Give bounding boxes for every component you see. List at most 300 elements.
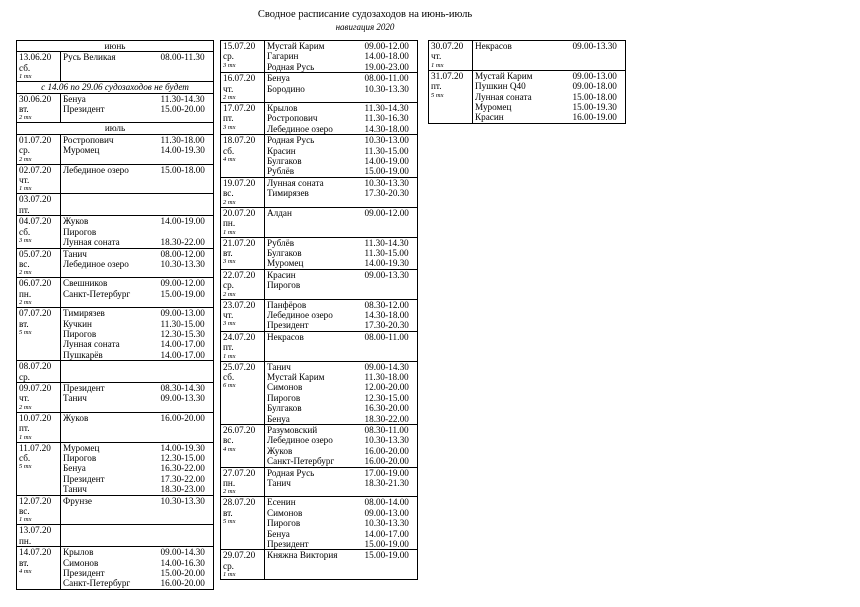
time-range: 14.00-19.00 (364, 156, 409, 167)
time-range: 12.30-15.00 (160, 453, 205, 463)
page-title: Сводное расписание судозаходов на июнь-июль (257, 9, 473, 20)
time-range: 18.30-21.30 (364, 478, 409, 489)
ship-name: Мустай Карим (267, 371, 325, 382)
ship-name: Мустай Карим (267, 41, 325, 51)
weekday-label: вт. (223, 247, 233, 258)
date-cell (17, 495, 61, 525)
time-range: 16.00-20.00 (160, 412, 205, 423)
times-cell (159, 525, 214, 547)
ship-name: Танич (267, 361, 291, 372)
date-label: 01.07.20 (19, 134, 52, 145)
notice-text: с 14.06 по 29.06 судозаходов не будет (17, 82, 214, 93)
times-cell (363, 237, 418, 269)
ship-name: Родная Русь (267, 467, 315, 478)
ships-cell (265, 269, 363, 299)
ship-count-note: 1 mx (223, 228, 236, 236)
time-range: 16.00-20.00 (364, 456, 409, 467)
date-cell (17, 52, 61, 82)
date-cell (17, 164, 61, 194)
ships-cell (265, 177, 363, 207)
ship-name: Гагарин (267, 51, 299, 62)
ships-cell (265, 237, 363, 269)
ship-name: Танич (63, 393, 87, 404)
ship-name: Некрасов (475, 41, 512, 51)
times-cell (363, 467, 418, 497)
weekday-label: чт. (431, 51, 442, 62)
time-range: 08.30-14.30 (160, 382, 205, 393)
time-range: 17.30-22.00 (160, 473, 205, 484)
date-label: 06.07.20 (19, 278, 52, 289)
time-range: 14.00-17.00 (160, 339, 205, 350)
times-cell (363, 73, 418, 103)
date-cell (221, 103, 265, 135)
time-range: 08.00-12.00 (160, 248, 205, 259)
ship-name: Княжна Виктория (267, 550, 338, 561)
date-label: 19.07.20 (223, 177, 256, 188)
date-cell (17, 361, 61, 383)
ships-cell (265, 299, 363, 331)
ship-name: Пирогов (63, 453, 97, 463)
time-range: 16.00-20.00 (364, 445, 409, 456)
ship-count-note: 2 mx (19, 269, 32, 277)
time-range: 09.00-14.30 (364, 361, 409, 372)
ship-name: Лебединое озеро (63, 258, 129, 269)
ship-name: Пушкин Q40 (475, 81, 526, 92)
ship-name: Санкт-Петербург (63, 288, 131, 299)
time-range: 15.00-20.00 (160, 104, 205, 115)
date-label: 04.07.20 (19, 216, 52, 227)
day-row (17, 194, 214, 216)
date-cell (221, 331, 265, 361)
ships-cell (61, 382, 159, 412)
ship-count-note: 3 mx (223, 61, 236, 69)
date-cell (221, 299, 265, 331)
ship-name: Президент (63, 473, 105, 484)
times-cell (363, 331, 418, 361)
day-row (221, 41, 418, 73)
ships-cell (265, 361, 363, 424)
ship-count-note: 4 mx (19, 568, 32, 576)
time-range: 17.00-19.00 (364, 467, 409, 478)
time-range: 15.00-18.00 (160, 164, 205, 175)
weekday-label: пт. (431, 81, 442, 92)
times-cell (363, 41, 418, 73)
schedule-table (16, 40, 214, 590)
ships-cell (61, 134, 159, 164)
times-cell (159, 495, 214, 525)
date-label: 09.07.20 (19, 382, 52, 393)
ship-name: Лебединое озеро (267, 309, 333, 320)
time-range: 09.00-13.30 (160, 393, 205, 404)
date-label: 27.07.20 (223, 467, 256, 478)
times-cell (363, 497, 418, 550)
ship-name: Красин (267, 269, 296, 280)
page-subtitle: навигация 2020 (335, 22, 395, 32)
ship-count-note: 2 mx (223, 290, 236, 298)
date-cell (17, 547, 61, 590)
day-row (17, 52, 214, 82)
ship-name: Рублёв (267, 237, 295, 248)
weekday-label: ср. (223, 51, 234, 62)
time-range: 11.30-14.30 (364, 103, 409, 114)
ship-name: Танич (267, 478, 291, 489)
times-cell (159, 216, 214, 248)
times-cell (159, 382, 214, 412)
times-cell (159, 134, 214, 164)
date-cell (429, 70, 473, 123)
times-cell (159, 361, 214, 383)
ship-name: Булгаков (267, 403, 302, 414)
weekday-label: вт. (19, 318, 29, 329)
date-cell (221, 73, 265, 103)
time-range: 11.30-14.30 (364, 237, 409, 248)
ship-name: Есенин (267, 497, 296, 508)
ships-cell (265, 425, 363, 468)
time-range: 09.00-13.00 (160, 308, 205, 319)
time-range: 09.00-18.00 (572, 81, 617, 92)
time-range: 17.30-20.30 (364, 320, 409, 331)
time-range: 18.30-22.00 (160, 237, 205, 248)
time-range: 14.30-18.00 (364, 123, 409, 134)
ship-name: Фрунзе (63, 495, 92, 506)
time-range: 14.00-18.00 (364, 51, 409, 62)
date-cell (221, 467, 265, 497)
day-row (17, 134, 214, 164)
month-label: июнь (17, 41, 214, 52)
time-range: 16.30-20.00 (364, 403, 409, 414)
ship-name: Симонов (267, 507, 303, 518)
weekday-label: пн. (19, 288, 32, 299)
ships-cell (61, 278, 159, 308)
ship-name: Жуков (267, 445, 293, 456)
day-row (221, 550, 418, 580)
ship-name: Муромец (63, 145, 100, 156)
times-cell (159, 412, 214, 442)
ship-name: Танич (63, 248, 87, 259)
ship-name: Панфёров (267, 299, 307, 310)
weekday-label: чт. (19, 175, 30, 186)
times-cell (159, 308, 214, 361)
month-header-row (17, 123, 214, 134)
date-label: 10.07.20 (19, 412, 52, 423)
weekday-label: вт. (223, 507, 233, 518)
date-cell (221, 550, 265, 580)
ship-name: Кучкин (63, 318, 92, 329)
date-label: 18.07.20 (223, 135, 256, 146)
times-cell (159, 52, 214, 82)
time-range: 15.00-19.00 (364, 550, 409, 561)
ship-name: Алдан (267, 207, 292, 218)
ship-count-note: 5 mx (19, 328, 32, 336)
time-range: 08.00-11.00 (364, 331, 409, 342)
date-label: 11.07.20 (19, 442, 51, 453)
ship-name: Лунная соната (63, 237, 120, 248)
time-range: 16.30-22.00 (160, 463, 205, 474)
ships-cell (473, 70, 571, 123)
ship-name: Лебединое озеро (63, 164, 129, 175)
ship-name: Санкт-Петербург (63, 578, 131, 589)
weekday-label: вс. (223, 188, 234, 199)
times-cell (159, 194, 214, 216)
ship-name: Мустай Карим (475, 70, 533, 81)
date-cell (17, 248, 61, 278)
day-row (17, 547, 214, 590)
ships-cell (61, 216, 159, 248)
ships-cell (61, 164, 159, 194)
ship-name: Некрасов (267, 331, 304, 342)
times-cell (363, 269, 418, 299)
weekday-label: ср. (223, 560, 234, 571)
ship-name: Симонов (267, 382, 303, 393)
date-cell (221, 237, 265, 269)
weekday-label: чт. (223, 309, 234, 320)
time-range: 17.30-20.30 (364, 188, 409, 199)
day-row (221, 237, 418, 269)
time-range: 11.30-18.00 (364, 371, 409, 382)
ship-count-note: 1 mx (19, 73, 32, 81)
time-range: 09.00-13.00 (364, 507, 409, 518)
time-range: 14.00-16.30 (160, 557, 205, 568)
schedule-column-3 (428, 40, 626, 124)
day-row (221, 299, 418, 331)
time-range: 14.00-17.00 (364, 528, 409, 539)
date-label: 08.07.20 (19, 361, 52, 372)
ship-name: Пушкарёв (63, 349, 103, 360)
date-label: 30.07.20 (431, 41, 464, 51)
day-row (221, 207, 418, 237)
date-label: 29.07.20 (223, 550, 256, 561)
date-label: 25.07.20 (223, 361, 256, 372)
time-range: 14.00-19.30 (364, 258, 409, 269)
date-cell (221, 269, 265, 299)
day-row (221, 467, 418, 497)
ship-name: Булгаков (267, 247, 302, 258)
ship-count-note: 2 mx (223, 198, 236, 206)
day-row (221, 269, 418, 299)
date-label: 03.07.20 (19, 194, 52, 205)
weekday-label: вс. (223, 435, 234, 446)
time-range: 11.30-15.00 (364, 145, 409, 156)
ships-cell (61, 547, 159, 590)
ship-name: Лебединое озеро (267, 435, 333, 446)
time-range: 10.30-13.30 (364, 177, 409, 188)
time-range: 10.30-13.30 (364, 435, 409, 446)
date-label: 24.07.20 (223, 331, 256, 342)
date-label: 12.07.20 (19, 495, 52, 506)
weekday-label: вс. (19, 506, 30, 517)
ships-cell (265, 467, 363, 497)
time-range: 10.30-13.30 (160, 258, 205, 269)
schedule-column-2 (220, 40, 418, 580)
ship-name: Лунная соната (267, 177, 324, 188)
ships-cell (265, 497, 363, 550)
ship-count-note: 2 mx (223, 94, 236, 102)
time-range: 12.00-20.00 (364, 382, 409, 393)
date-label: 21.07.20 (223, 237, 256, 248)
ship-name: Танич (63, 484, 87, 495)
weekday-label: пн. (223, 478, 236, 489)
time-range: 15.00-20.00 (160, 568, 205, 579)
day-row (17, 308, 214, 361)
time-range: 11.30-15.00 (160, 318, 205, 329)
day-row (221, 135, 418, 178)
time-range: 09.00-13.30 (572, 41, 617, 51)
ship-name: Пирогов (63, 226, 97, 237)
ship-name: Бенуа (267, 528, 290, 539)
date-label: 15.07.20 (223, 41, 256, 51)
time-range: 15.00-19.00 (364, 539, 409, 550)
weekday-label: сб. (19, 226, 31, 237)
ship-count-note: 4 mx (223, 445, 236, 453)
day-row (17, 382, 214, 412)
ship-count-note: 1 mx (19, 185, 32, 193)
date-label: 20.07.20 (223, 207, 256, 218)
day-row (221, 177, 418, 207)
time-range: 14.00-19.00 (160, 216, 205, 227)
weekday-label: сб. (19, 453, 31, 463)
ships-cell (265, 550, 363, 580)
weekday-label: ср. (19, 145, 30, 156)
ship-name: Булгаков (267, 156, 302, 167)
times-cell (159, 248, 214, 278)
ship-name: Русь Великая (63, 52, 116, 63)
ships-cell (61, 412, 159, 442)
ship-count-note: 6 mx (223, 382, 236, 390)
day-row (221, 361, 418, 424)
ship-name: Родная Русь (267, 61, 315, 72)
day-row (429, 70, 626, 123)
time-range: 19.00-23.00 (364, 61, 409, 72)
ship-name: Бородино (267, 83, 305, 94)
day-row (17, 164, 214, 194)
weekday-label: вт. (19, 104, 29, 115)
ship-name: Крылов (63, 547, 94, 558)
times-cell (363, 361, 418, 424)
times-cell (159, 93, 214, 123)
ship-name: Крылов (267, 103, 298, 114)
ship-count-note: 3 mx (223, 258, 236, 266)
ship-count-note: 2 mx (223, 488, 236, 496)
date-label: 30.06.20 (19, 93, 52, 104)
time-range (161, 227, 212, 237)
times-cell (363, 550, 418, 580)
time-range: 11.30-14.30 (160, 93, 205, 104)
ship-name: Бенуа (63, 463, 86, 474)
time-range: 09.00-13.30 (364, 269, 409, 280)
ship-name: Красин (475, 112, 504, 123)
times-cell (363, 299, 418, 331)
ship-count-note: 5 mx (223, 518, 236, 526)
date-cell (221, 497, 265, 550)
ships-cell (61, 442, 159, 495)
time-range: 09.00-14.30 (160, 547, 205, 558)
day-row (429, 41, 626, 71)
ships-cell (473, 41, 571, 71)
weekday-label: вт. (19, 557, 29, 568)
day-row (17, 93, 214, 123)
ship-name: Лунная соната (475, 91, 532, 102)
time-range: 15.00-19.00 (160, 288, 205, 299)
times-cell (571, 70, 626, 123)
ship-name: Лунная соната (63, 339, 120, 350)
ship-name: Пирогов (63, 328, 97, 339)
day-row (17, 278, 214, 308)
weekday-label: сб. (223, 371, 235, 382)
times-cell (159, 164, 214, 194)
ship-name: Пирогов (267, 280, 301, 291)
ship-name: Жуков (63, 412, 89, 423)
times-cell (571, 41, 626, 71)
times-cell (363, 103, 418, 135)
ship-count-note: 3 mx (19, 237, 32, 245)
time-range: 16.00-20.00 (160, 578, 205, 589)
ship-count-note: 2 mx (19, 114, 32, 122)
time-range: 14.00-19.30 (160, 145, 205, 156)
times-cell (363, 207, 418, 237)
time-range: 14.00-19.30 (160, 442, 205, 453)
time-range: 10.30-13.30 (160, 495, 205, 506)
time-range: 12.30-15.30 (160, 328, 205, 339)
ship-count-note: 3 mx (223, 123, 236, 131)
ship-name: Родная Русь (267, 135, 315, 146)
ship-count-note: 1 mx (223, 352, 236, 360)
time-range: 18.30-22.00 (364, 413, 409, 424)
day-row (221, 73, 418, 103)
date-label: 17.07.20 (223, 103, 256, 114)
time-range: 15.00-19.00 (364, 166, 409, 177)
schedule-table (220, 40, 418, 580)
date-cell (221, 135, 265, 178)
ship-count-note: 2 mx (19, 403, 32, 411)
ship-count-note: 1 mx (223, 571, 236, 579)
time-range: 12.30-15.00 (364, 392, 409, 403)
ship-count-note: 1 mx (431, 61, 444, 69)
date-cell (17, 382, 61, 412)
weekday-label: пн. (223, 218, 236, 229)
time-range: 10.30-13.00 (364, 135, 409, 146)
time-range: 11.30-18.00 (160, 134, 205, 145)
weekday-label: сб. (223, 145, 235, 156)
date-label: 05.07.20 (19, 248, 52, 259)
ships-cell (265, 207, 363, 237)
ship-name: Президент (63, 382, 105, 393)
time-range: 15.00-19.30 (572, 102, 617, 113)
ships-cell (61, 361, 159, 383)
ship-count-note: 2 mx (19, 155, 32, 163)
date-cell (221, 207, 265, 237)
time-range: 10.30-13.30 (364, 518, 409, 529)
ship-name: Президент (63, 104, 105, 115)
times-cell (363, 425, 418, 468)
ship-count-note: 2 mx (19, 299, 32, 307)
ship-name: Санкт-Петербург (267, 456, 335, 467)
month-label: июль (17, 123, 214, 134)
time-range: 15.00-18.00 (572, 91, 617, 102)
ships-cell (61, 194, 159, 216)
time-range: 16.00-19.00 (572, 112, 617, 123)
day-row (17, 495, 214, 525)
ship-name: Муромец (267, 258, 304, 269)
ship-count-note: 1 mx (19, 433, 32, 441)
time-range: 09.00-13.00 (572, 70, 617, 81)
times-cell (363, 135, 418, 178)
ship-name: Муромец (475, 102, 512, 113)
weekday-label: пт. (19, 204, 30, 215)
date-cell (429, 41, 473, 71)
ships-cell (61, 495, 159, 525)
month-header-row (17, 41, 214, 52)
date-cell (17, 525, 61, 547)
